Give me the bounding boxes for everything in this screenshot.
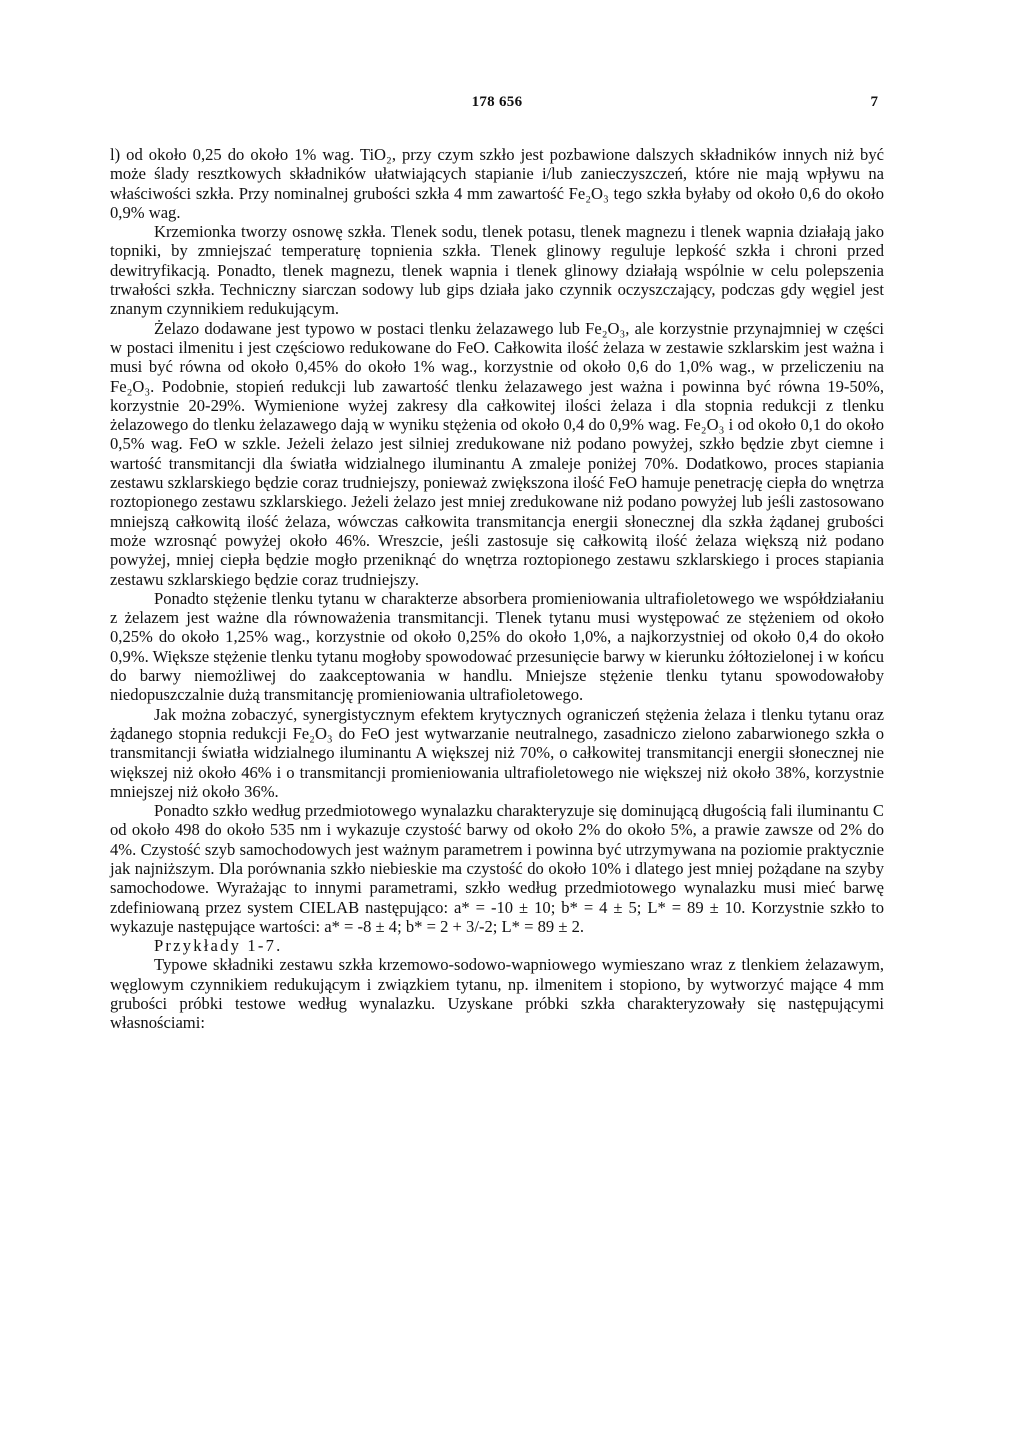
paragraph-wavelength: Ponadto szkło według przedmiotowego wynalazku charakteryzuje się dominującą długością fali iluminantu C od około 498 do około 535 nm i wykazuje czystość barwy od około 2% do około 5%, a prawie zawsze od 2% do 4%. Czystość szyb samochodowych jest ważnym parametrem i powinna być utrzymywana na poziomie praktycznie jak najniższym. Dla porównania szkło niebieskie ma czystość do około 10% i dlatego jest mniej pożądane na szyby samochodowe. Wyrażając to innymi parametrami, szkło według przedmiotowego wynalazku musi mieć barwę zdefiniowaną przez system CIELAB następująco: a* = -10 ± 10; b* = 4 ± 5; L* = 89 ± 10. Korzystnie szkło to wykazuje następujące wartości: a* = -8 ± 4; b* = 2 + 3/-2; L* = 89 ± 2. xyxy=(110,801,884,936)
examples-heading: Przykłady 1-7. xyxy=(154,936,283,956)
paragraph-examples: Typowe składniki zestawu szkła krzemowo-sodowo-wapniowego wymieszano wraz z tlenkiem żelazawym, węglowym czynnikiem redukującym i związkiem tytanu, np. ilmenitem i stopiono, by wytworzyć mające 4 mm grubości próbki testowe według wynalazku. Uzyskane próbki szkła charakteryzowały się następującymi własnościami: xyxy=(110,955,884,1033)
paragraph-iron: Żelazo dodawane jest typowo w postaci tlenku żelazawego lub Fe₂O₃, ale korzystnie przynajmniej w części w postaci ilmenitu i jest częściowo redukowane do FeO. Całkowita ilość żelaza w zestawie szklarskim jest ważna i musi być równa od około 0,45% do około 1% wag., korzystnie od około 0,6 do 1,0% wag., w przeliczeniu na Fe₂O₃. Podobnie, stopień redukcji lub zawartość tlenku żelazawego jest ważna i powinna być równa 19-50%, korzystnie 20-29%. Wymienione wyżej zakresy dla całkowitej ilości żelaza i dla stopnia redukcji z tlenku żelazowego do tlenku żelazawego dają w wyniku stężenia od około 0,4 do 0,9% wag. Fe₂O₃ i od około 0,1 do około 0,5% wag. FeO w szkle. Jeżeli żelazo jest silniej zredukowane niż podano powyżej, szkło będzie zbyt ciemne i wartość transmitancji dla światła widzialnego iluminantu A zmaleje poniżej 70%. Dodatkowo, proces stapiania zestawu szklarskiego będzie coraz trudniejszy, ponieważ zwiększona ilość FeO hamuje penetrację ciepła do wnętrza roztopionego zestawu szklarskiego. Jeżeli żelazo jest mniej zredukowane niż podano powyżej lub jeśli zastosowano mniejszą całkowitą ilość żelaza, wówczas całkowita transmitancja energii słonecznej dla szkła żądanej grubości może wzrosnąć powyżej około 46%. Wreszcie, jeśli zastosuje się całkowitą ilość żelaza większą niż podano powyżej, mniej ciepła będzie mogło przeniknąć do wnętrza roztopionego zestawu szklarskiego i proces stapiania zestawu szklarskiego będzie coraz trudniejszy. xyxy=(110,318,884,589)
paragraph-titanium: Ponadto stężenie tlenku tytanu w charakterze absorbera promieniowania ultrafioletowego we współdziałaniu z żelazem jest ważne dla równoważenia transmitancji. Tlenek tytanu musi występować ze stężeniem od około 0,25% do około 1,25% wag., korzystnie od około 0,25% do około 1,0%, a najkorzystniej od około 0,4 do około 0,9%. Większe stężenie tlenku tytanu mogłoby spowodować przesunięcie barwy w kierunku żółtozielonej i w końcu do barwy niemożliwej do zaakceptowania w handlu. Mniejsze stężenie tlenku tytanu spowodowałoby niedopuszczalnie dużą transmitancję promieniowania ultrafioletowego. xyxy=(110,588,884,705)
page-number: 7 xyxy=(870,94,878,110)
document-body xyxy=(110,145,884,1033)
page-header xyxy=(110,94,884,114)
paragraph-synergy: Jak można zobaczyć, synergistycznym efektem krytycznych ograniczeń stężenia żelaza i tlenku tytanu oraz żądanego stopnia redukcji Fe₂O₃ do FeO jest wytwarzanie neutralnego, zasadniczo zielono zabarwionego szkła o transmitancji światła widzialnego iluminantu A większej niż 70%, o całkowitej transmitancji energii słonecznej nie większej niż około 46% i o transmitancji promieniowania ultrafioletowego nie większej niż około 38%, korzystnie mniejszej niż około 36%. xyxy=(110,704,884,801)
patent-number: 178 656 xyxy=(471,94,523,110)
paragraph-claim-continuation: l) od około 0,25 do około 1% wag. TiO₂, przy czym szkło jest pozbawione dalszych składników innych niż być może ślady resztkowych składników ułatwiających stapianie i/lub zanieczyszczeń, które nie mają wpływu na właściwości szkła. Przy nominalnej grubości szkła 4 mm zawartość Fe₂O₃ tego szkła byłaby od około 0,6 do około 0,9% wag. xyxy=(110,145,884,222)
paragraph-silica: Krzemionka tworzy osnowę szkła. Tlenek sodu, tlenek potasu, tlenek magnezu i tlenek wapnia działają jako topniki, by zmniejszać temperaturę topnienia szkła. Tlenek glinowy reguluje lepkość szkła i chroni przed dewitryfikacją. Ponadto, tlenek magnezu, tlenek wapnia i tlenek glinowy działają wspólnie w celu polepszenia trwałości szkła. Techniczny siarczan sodowy lub gips działa jako czynnik oczyszczający, podczas gdy węgiel jest znanym czynnikiem redukującym. xyxy=(110,222,884,319)
